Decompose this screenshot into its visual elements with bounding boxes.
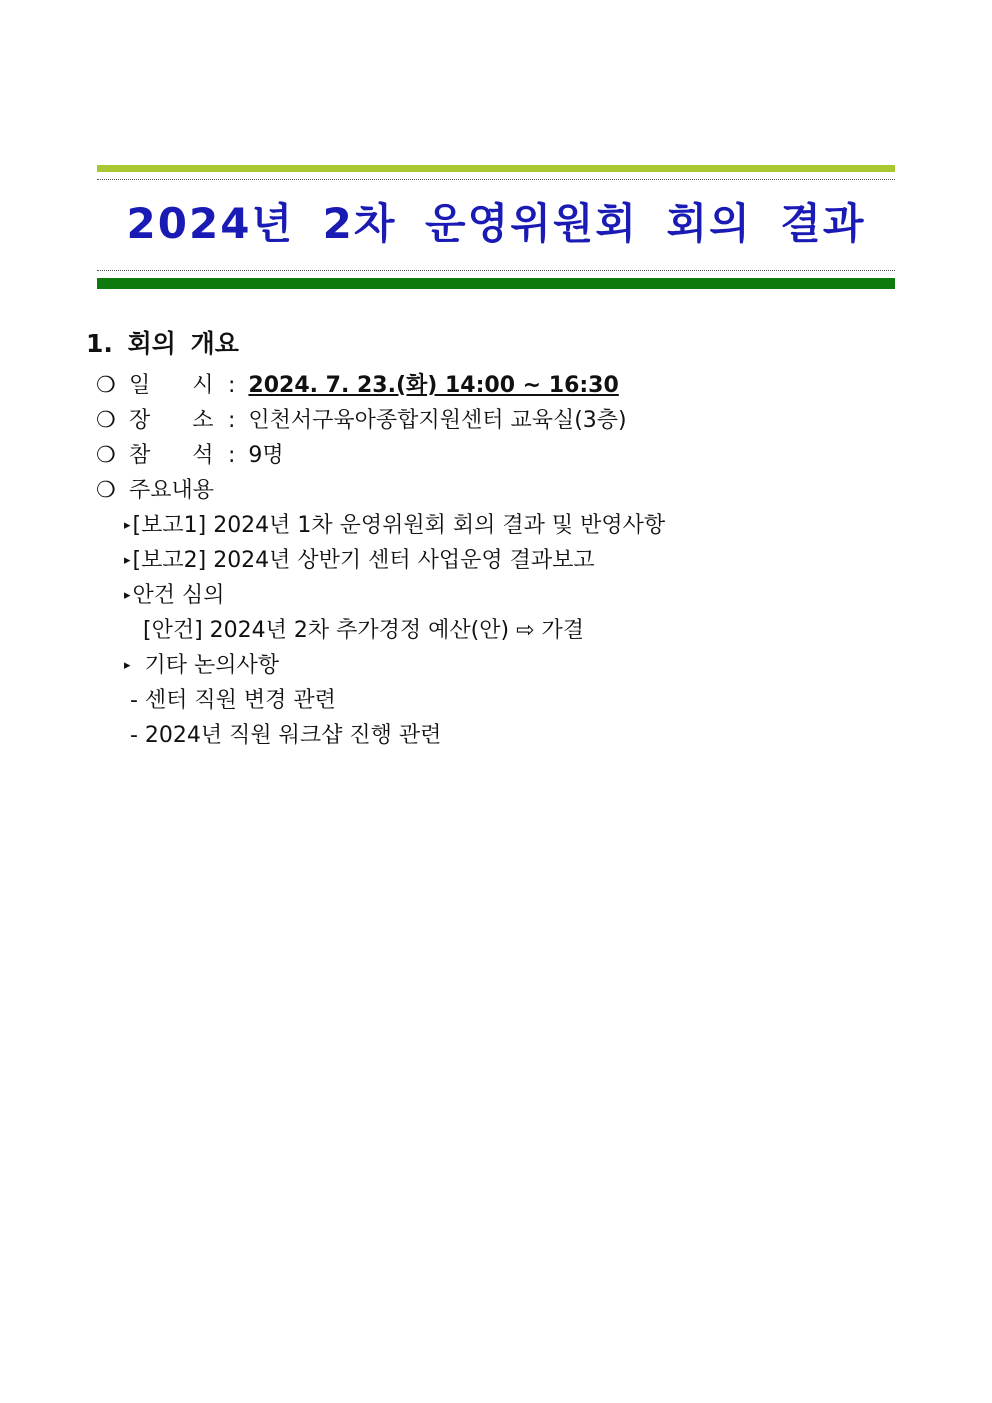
- agenda-line: [안건] 2024년 2차 추가경정 예산(안) ⇨ 가결: [143, 618, 584, 643]
- overview-value-datetime: 2024. 7. 23.(화) 14:00 ~ 16:30: [248, 373, 619, 398]
- overview-separator: :: [228, 373, 236, 398]
- title-top-bar: [97, 165, 895, 172]
- overview-row-location: [96, 405, 627, 437]
- overview-label: 일 시: [129, 373, 214, 398]
- overview-separator: :: [228, 408, 236, 433]
- overview-row-main-content: [96, 475, 214, 507]
- overview-label: 장 소: [129, 408, 214, 433]
- overview-value-location: 인천서구육아종합지원센터 교육실(3층): [248, 408, 627, 433]
- list-item-text: 기타 논의사항: [144, 653, 280, 678]
- overview-row-datetime: [96, 370, 619, 402]
- triangle-bullet-icon: ▸: [124, 518, 131, 533]
- circle-bullet-icon: ❍: [96, 408, 116, 433]
- overview-row-attendance: [96, 440, 284, 472]
- triangle-bullet-icon: ▸: [124, 553, 131, 568]
- overview-label: 참 석: [129, 443, 214, 468]
- overview-value-attendance: 9명: [248, 443, 284, 468]
- triangle-bullet-icon: ▸: [124, 658, 131, 673]
- list-item-text: [보고1] 2024년 1차 운영위원회 회의 결과 및 반영사항: [132, 513, 666, 538]
- list-item: [124, 650, 279, 682]
- document-title: 2024년 2차 운영위원회 회의 결과: [126, 199, 866, 248]
- triangle-bullet-icon: ▸: [124, 588, 131, 603]
- list-item-text: 안건 심의: [132, 583, 225, 608]
- title-top-dotted-rule: [97, 179, 895, 180]
- title-bottom-dotted-rule: [97, 270, 895, 271]
- list-item: [124, 580, 225, 612]
- title-bottom-bar: [97, 278, 895, 289]
- dash-item: - 2024년 직원 워크샵 진행 관련: [130, 723, 442, 748]
- circle-bullet-icon: ❍: [96, 373, 116, 398]
- circle-bullet-icon: ❍: [96, 478, 116, 503]
- overview-label: 주요내용: [129, 478, 215, 503]
- circle-bullet-icon: ❍: [96, 443, 116, 468]
- section-heading: 1. 회의 개요: [86, 329, 239, 358]
- dash-item: - 센터 직원 변경 관련: [130, 688, 336, 713]
- overview-separator: :: [228, 443, 236, 468]
- list-item: [124, 545, 595, 577]
- list-item: [124, 510, 665, 542]
- list-item-text: [보고2] 2024년 상반기 센터 사업운영 결과보고: [132, 548, 595, 573]
